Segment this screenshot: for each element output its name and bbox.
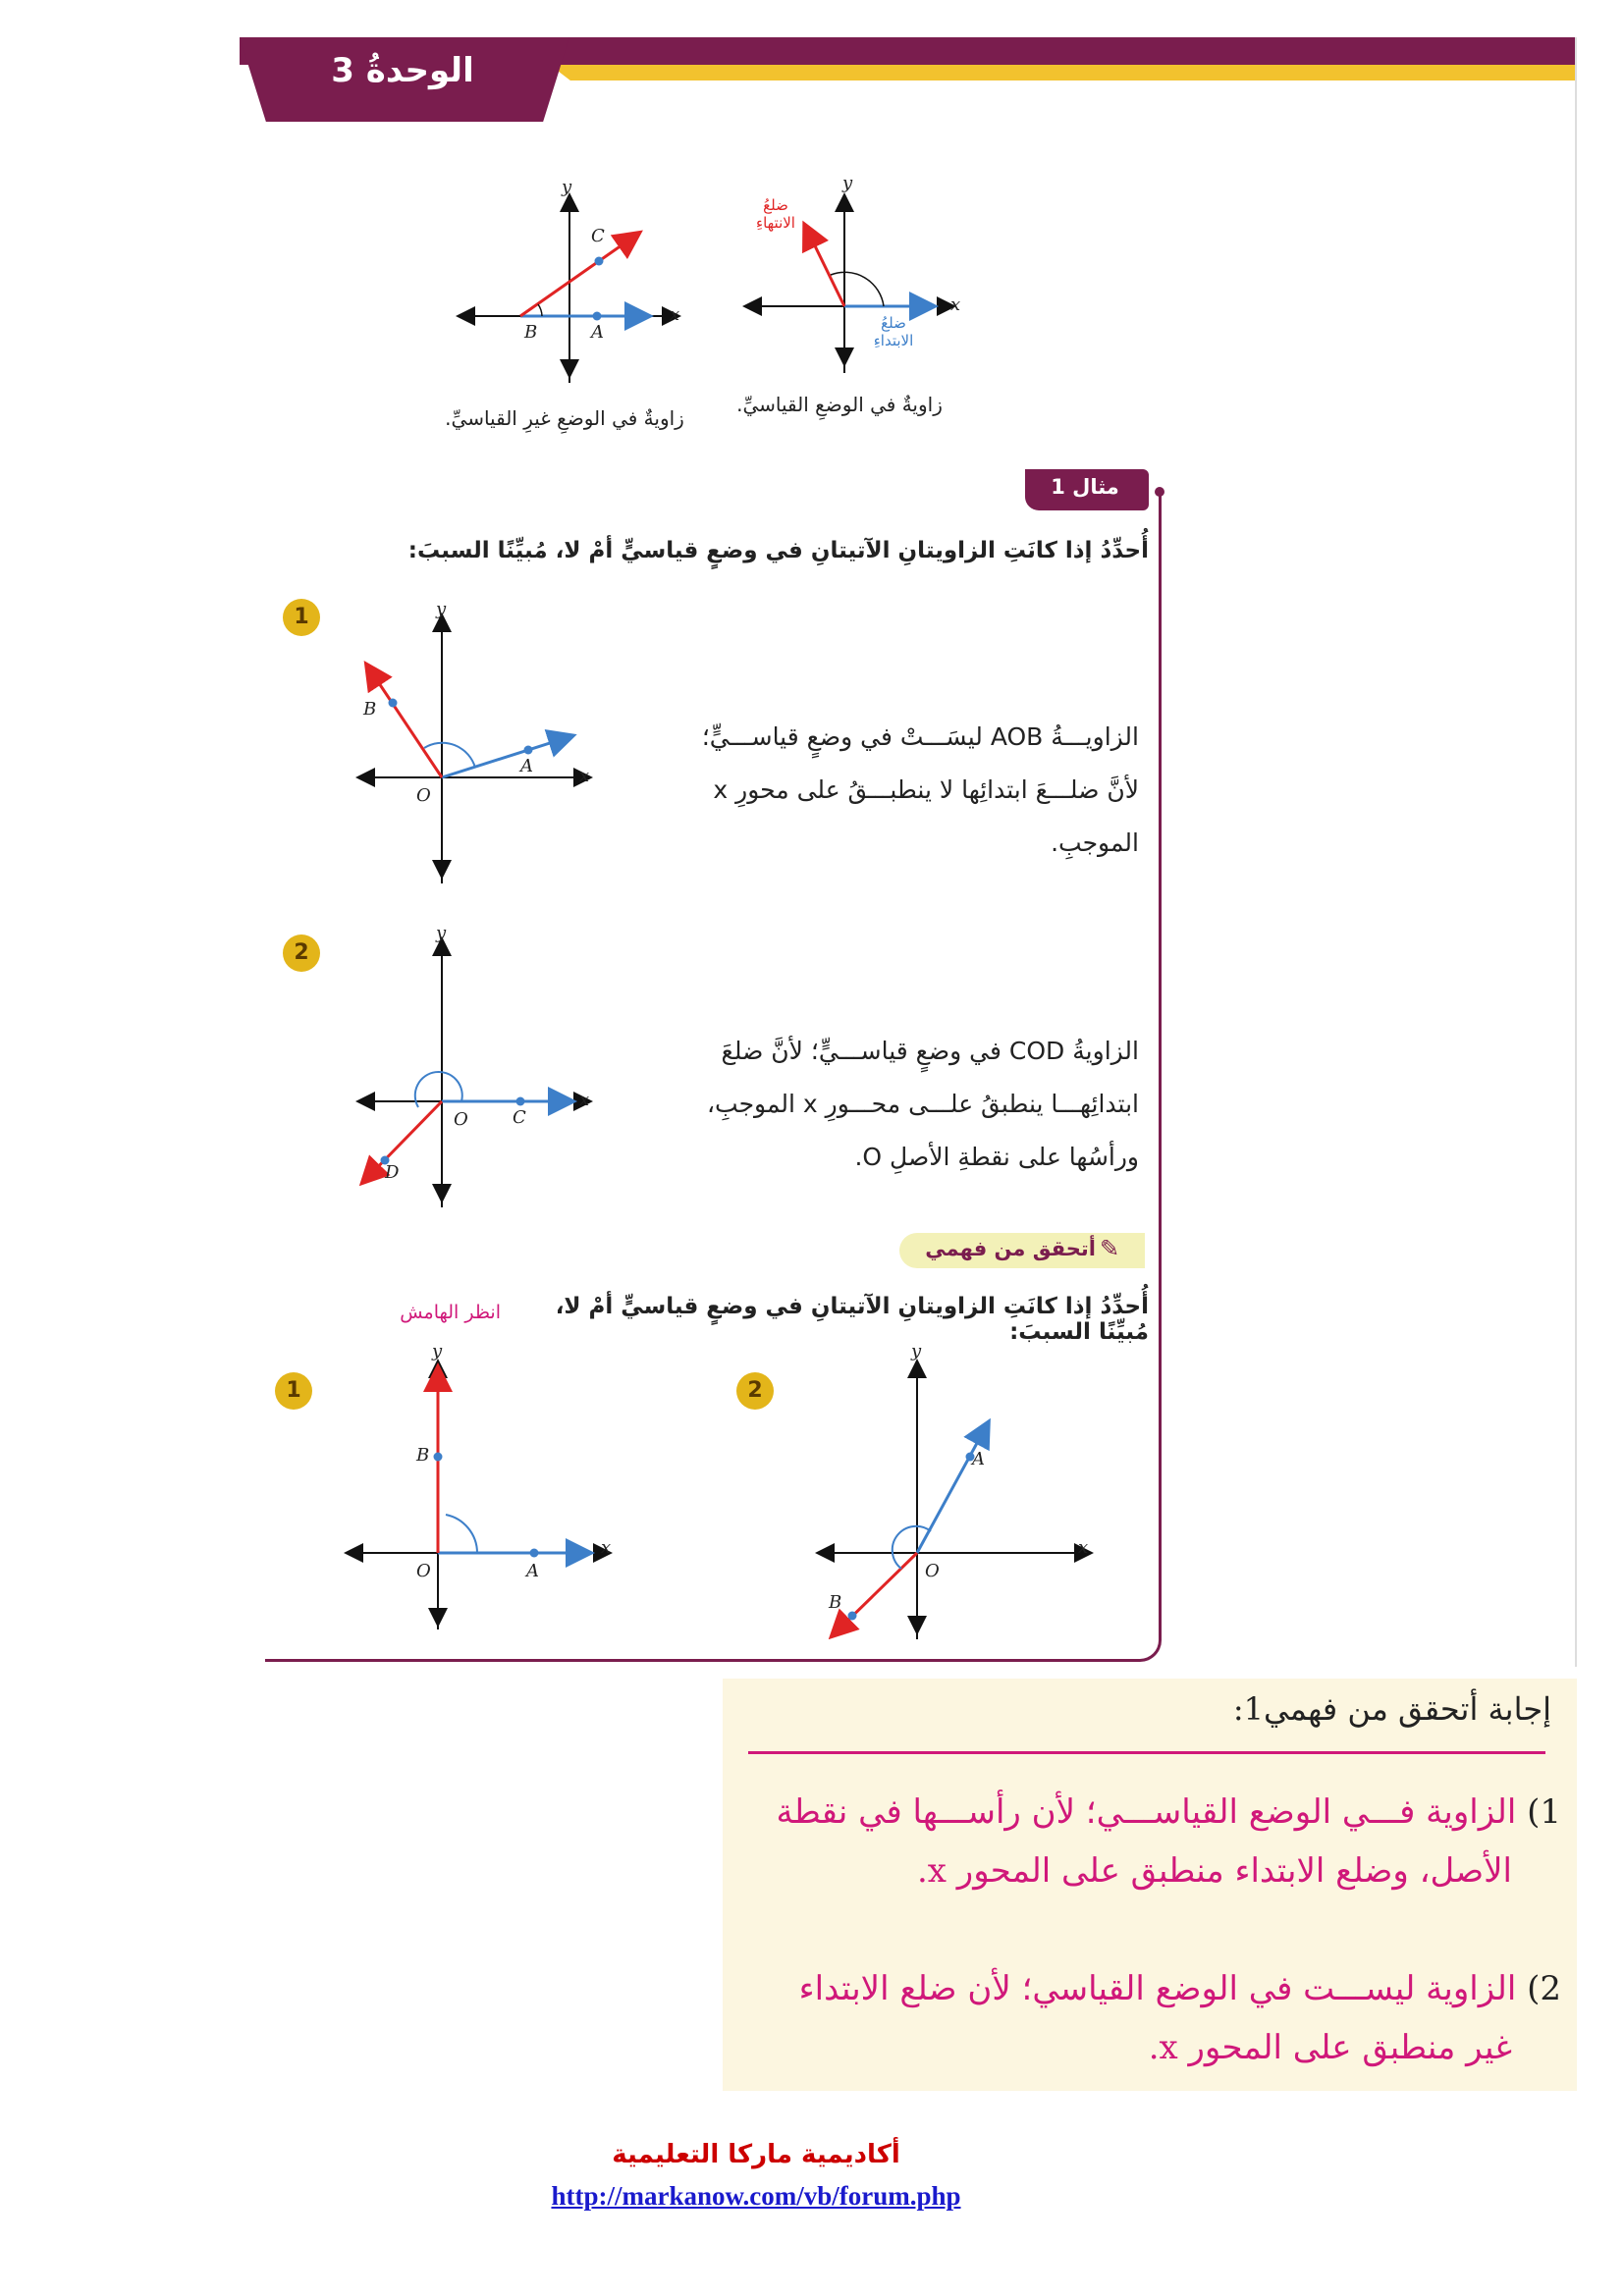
example-tab-label: مثال 1: [1051, 475, 1119, 499]
axis-x-label: x: [579, 766, 590, 786]
point-c-label: C: [513, 1107, 526, 1128]
answer-2-row1: [746, 1959, 1561, 2018]
point-a-label: A: [526, 1561, 539, 1581]
pencil-icon: ✎: [1100, 1235, 1120, 1262]
axis-x-label: x: [1078, 1537, 1089, 1558]
axis-y-label: y: [436, 923, 447, 943]
answer-item-1: [746, 1783, 1561, 1900]
example-item-1-text: [677, 711, 1139, 870]
terminal-label-line1: ضلعُ: [763, 196, 788, 214]
example-1-line1: الزاويـــةُ AOB ليسَـــتْ في وضعٍ قياســـيٍّ؛: [701, 722, 1139, 751]
point-b-label: B: [363, 699, 377, 720]
point-c-label: C: [591, 226, 605, 246]
check-2-figure: [815, 1355, 1100, 1639]
axis-x-label: x: [670, 304, 680, 325]
answer-item-2: [746, 1959, 1561, 2077]
check-1-figure: [344, 1355, 619, 1629]
example-2-line2: ابتدائِهـــا ينطبقُ علـــى محـــورِ x الموجبِ،: [706, 1090, 1139, 1118]
origin-o-label: O: [925, 1561, 940, 1581]
example-2-line3: ورأسُها على نقطةِ الأصلِ O.: [854, 1143, 1139, 1171]
axis-y-label: y: [436, 599, 447, 619]
example-prompt: أُحدِّدُ إذا كانَتِ الزاويتانِ الآتيتانِ في وضعٍ قياسيٍّ أمْ لا، مُبيِّنًا السببَ:: [407, 538, 1149, 563]
non-standard-caption: زاويةٌ في الوضعِ غيرِ القياسيِّ.: [445, 406, 684, 430]
unit-label: الوحدةُ 3: [331, 51, 474, 90]
answer-2-line1: الزاوية ليســـت في الوضع القياسي؛ لأن ضلع الابتداء: [798, 1969, 1517, 2008]
terminal-side-label: [746, 196, 805, 232]
answer-2-line2: غير منطبق على المحور x.: [1148, 2028, 1512, 2067]
answer-1-number: 1): [1527, 1792, 1561, 1832]
origin-o-label: O: [416, 785, 431, 806]
axis-y-label: y: [432, 1341, 443, 1362]
example-1-line3: الموجبِ.: [1051, 828, 1139, 857]
footer-link[interactable]: http://markanow.com/vb/forum.php: [551, 2181, 961, 2211]
check-item-2-badge: 2: [736, 1372, 774, 1410]
example-item-2-badge: 2: [283, 934, 320, 972]
example-item-1-badge: 1: [283, 599, 320, 636]
see-margin-label: انظر الهامش: [400, 1302, 501, 1323]
axis-x-label: x: [579, 1090, 590, 1110]
answer-1-line2: الأصل، وضلع الابتداء منطبق على المحور x.: [916, 1851, 1512, 1891]
standard-caption: زاويةٌ في الوضعِ القياسيِّ.: [736, 393, 943, 416]
example-item-2-text: [677, 1025, 1139, 1184]
example-2-line1: الزاويةُ COD في وضعٍ قياســـيٍّ؛ لأنَّ ضلعَ: [721, 1037, 1139, 1065]
non-standard-position-figure: [452, 187, 687, 383]
terminal-label-line2: الانتهاءِ: [756, 214, 795, 232]
answer-2-number: 2): [1527, 1969, 1561, 2008]
axis-x-label: x: [950, 294, 961, 315]
page-edge-line: [1575, 37, 1577, 1667]
point-b-label: B: [829, 1592, 842, 1613]
answer-1-row1: [746, 1783, 1561, 1842]
point-d-label: D: [385, 1162, 400, 1183]
frame-dot: [1155, 487, 1164, 497]
point-b-label: B: [524, 322, 538, 343]
point-b-label: B: [416, 1445, 430, 1466]
origin-o-label: O: [454, 1109, 468, 1130]
axis-x-label: x: [601, 1537, 612, 1558]
check-item-1-badge: 1: [275, 1372, 312, 1410]
example-1-figure: [353, 609, 609, 883]
answer-divider: [748, 1751, 1545, 1754]
axis-y-label: y: [911, 1341, 922, 1362]
axis-y-label: y: [562, 177, 572, 197]
check-prompt: أُحدِّدُ إذا كانَتِ الزاويتانِ الآتيتانِ في وضعٍ قياسيٍّ أمْ لا، مُبيِّنًا السببَ:: [555, 1294, 1149, 1345]
example-1-line2: لأنَّ ضلـــعَ ابتدائِها لا ينطبـــقُ على محورِ x: [713, 775, 1139, 804]
origin-o-label: O: [416, 1561, 431, 1581]
point-a-label: A: [591, 322, 604, 343]
initial-side-label: [864, 314, 923, 349]
initial-label-line2: الابتداءِ: [873, 332, 914, 349]
check-tab-label: أتحقق من فهمي: [925, 1237, 1096, 1260]
answer-1-line1: الزاوية فـــي الوضع القياســـي؛ لأن رأســـها في نقطة: [776, 1792, 1517, 1832]
footer-academy: أكاديمية ماركا التعليمية: [612, 2140, 900, 2169]
point-a-label: A: [520, 756, 533, 776]
initial-label-line1: ضلعُ: [881, 314, 906, 332]
point-a-label: A: [972, 1449, 985, 1469]
axis-y-label: y: [842, 173, 853, 193]
header-yellow-strip: [550, 65, 1575, 80]
answer-title: إجابة أتحقق من فهمي1:: [1232, 1690, 1551, 1728]
